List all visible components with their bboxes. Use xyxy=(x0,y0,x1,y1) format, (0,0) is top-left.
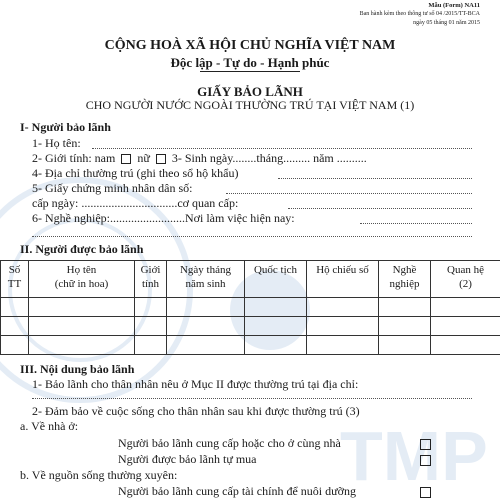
female-checkbox[interactable] xyxy=(156,154,166,164)
guarantor-address-field[interactable] xyxy=(32,166,238,181)
job-extra-line xyxy=(32,236,472,237)
livelihood-option-1-checkbox[interactable] xyxy=(420,487,431,498)
issue-fill-line xyxy=(288,208,472,209)
housing-option-1-label: Người bảo lãnh cung cấp hoặc cho ở cùng nhà xyxy=(118,436,341,450)
column-header: Giới tính xyxy=(135,261,167,298)
livelihood-heading: b. Về nguồn sống thường xuyên: xyxy=(20,468,178,482)
national-motto: Độc lập - Tự do - Hạnh phúc xyxy=(170,55,330,70)
job-fill-line xyxy=(360,223,472,224)
issued-date-label: cấp ngày: ................................cơ quan cấp: xyxy=(32,196,239,210)
guarantor-issue-field[interactable] xyxy=(32,196,238,211)
column-header: Hộ chiếu số xyxy=(307,261,379,298)
gender-label: 2- Giới tính: nam xyxy=(32,151,116,165)
table-row[interactable] xyxy=(1,298,500,317)
issued-line-2: ngày 05 tháng 01 năm 2015 xyxy=(413,20,480,26)
table-row[interactable] xyxy=(1,317,500,336)
table-row[interactable] xyxy=(1,336,500,355)
housing-heading: a. Về nhà ở: xyxy=(20,419,79,433)
item-1-text: 1- Bảo lãnh cho thân nhân nêu ở Mục II được thường trú tại địa chỉ: xyxy=(32,377,359,391)
motto-underline xyxy=(200,71,300,72)
form-code: Mẫu (Form) NA11 xyxy=(428,2,480,9)
section-1-heading: I- Người bảo lãnh xyxy=(20,120,111,134)
female-label: nữ xyxy=(137,151,150,165)
column-header: Quốc tịch xyxy=(245,261,307,298)
document-title: GIẤY BẢO LÃNH xyxy=(197,84,303,99)
column-header: Ngày tháng năm sinh xyxy=(167,261,245,298)
residence-address-field[interactable] xyxy=(32,377,358,392)
guarantor-job-field[interactable] xyxy=(32,211,295,226)
male-checkbox[interactable] xyxy=(121,154,131,164)
housing-option-1-checkbox[interactable] xyxy=(420,439,431,450)
column-header: Quan hệ (2) xyxy=(431,261,500,298)
column-header: Họ tên (chữ in hoa) xyxy=(29,261,135,298)
guarantor-name-field[interactable] xyxy=(32,136,81,151)
item-2-text: 2- Đảm bảo về cuộc sống cho thân nhân sau khi được thường trú (3) xyxy=(32,404,360,418)
document-subtitle: CHO NGƯỜI NƯỚC NGOÀI THƯỜNG TRÚ TẠI VIỆT NAM (1) xyxy=(85,98,415,112)
guarantor-name-label: 1- Họ tên: xyxy=(32,136,81,150)
livelihood-option-1-label: Người bảo lãnh cung cấp tài chính để nuôi dưỡng xyxy=(118,484,356,498)
section-2-heading: II. Người được bảo lãnh xyxy=(20,242,144,256)
sponsored-persons-table xyxy=(0,260,500,355)
housing-option-2-checkbox[interactable] xyxy=(420,455,431,466)
dob-label: 3- Sinh ngày........tháng......... năm .......... xyxy=(171,151,367,165)
section-3-heading: III. Nội dung bảo lãnh xyxy=(20,362,135,376)
issued-note xyxy=(360,10,480,28)
job-label: 6- Nghề nghiệp:.........................Nơi làm việc hiện nay: xyxy=(32,211,295,225)
id-card-label: 5- Giấy chứng minh nhân dân số: xyxy=(32,181,193,195)
address-label: 4- Địa chỉ thường trú (ghi theo sổ hộ khẩu) xyxy=(32,166,239,180)
column-header: Nghề nghiệp xyxy=(379,261,431,298)
id-fill-line xyxy=(226,193,472,194)
guarantor-id-field[interactable] xyxy=(32,181,192,196)
national-title: CỘNG HOÀ XÃ HỘI CHỦ NGHĨA VIỆT NAM xyxy=(104,38,396,53)
issued-line-1: Ban hành kèm theo thông tư số 04 /2015/TT-BCA xyxy=(359,11,480,17)
column-header: Số TT xyxy=(1,261,29,298)
housing-option-2-label: Người được bảo lãnh tự mua xyxy=(118,452,257,466)
guarantor-gender-dob-row xyxy=(32,151,367,166)
name-fill-line xyxy=(92,148,472,149)
svg-text:TMP: TMP xyxy=(340,417,488,495)
table-header-row xyxy=(1,261,500,298)
address-fill-line xyxy=(278,178,472,179)
residence-fill-line xyxy=(32,398,472,399)
